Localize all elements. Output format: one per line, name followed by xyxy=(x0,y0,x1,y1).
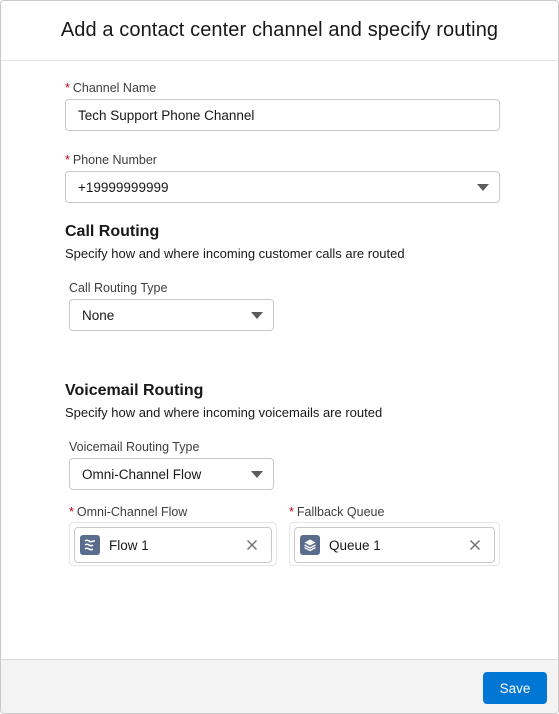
fallback-queue-lookup xyxy=(289,522,500,566)
channel-name-label xyxy=(65,81,156,95)
flow-icon xyxy=(80,535,100,555)
required-mark: * xyxy=(65,153,70,167)
phone-number-label-text: Phone Number xyxy=(72,153,157,167)
selected-flow-label: Flow 1 xyxy=(109,537,149,553)
call-routing-type-value: None xyxy=(82,307,115,323)
fallback-queue-label-text: Fallback Queue xyxy=(296,505,385,519)
omni-channel-flow-label xyxy=(69,505,187,519)
voicemail-routing-title: Voicemail Routing xyxy=(65,382,204,399)
channel-name-label-text: Channel Name xyxy=(72,81,157,95)
selected-queue-pill[interactable] xyxy=(294,527,495,563)
voicemail-routing-type-label: Voicemail Routing Type xyxy=(69,440,200,454)
selected-queue-label: Queue 1 xyxy=(329,537,381,553)
phone-number-select[interactable] xyxy=(65,171,500,203)
fallback-queue-label xyxy=(289,505,384,519)
queue-icon xyxy=(300,535,320,555)
close-icon[interactable] xyxy=(468,538,482,552)
channel-name-input[interactable] xyxy=(65,99,500,131)
required-mark: * xyxy=(289,505,294,519)
chevron-down-icon xyxy=(251,312,263,319)
call-routing-title: Call Routing xyxy=(65,223,160,240)
required-mark: * xyxy=(69,505,74,519)
modal-title: Add a contact center channel and specify routing xyxy=(60,19,499,41)
voicemail-routing-type-select[interactable] xyxy=(69,458,274,490)
required-mark: * xyxy=(65,81,70,95)
chevron-down-icon xyxy=(477,184,489,191)
voicemail-routing-type-value: Omni-Channel Flow xyxy=(82,466,202,482)
omni-channel-flow-label-text: Omni-Channel Flow xyxy=(76,505,188,519)
voicemail-routing-description: Specify how and where incoming voicemails are routed xyxy=(65,405,383,420)
close-icon[interactable] xyxy=(245,538,259,552)
save-button[interactable]: Save xyxy=(483,672,547,704)
chevron-down-icon xyxy=(251,471,263,478)
call-routing-type-label: Call Routing Type xyxy=(69,281,168,295)
omni-channel-flow-lookup xyxy=(69,522,277,566)
modal-header xyxy=(1,1,558,61)
selected-flow-pill[interactable] xyxy=(74,527,272,563)
phone-number-value: +19999999999 xyxy=(78,179,169,195)
modal-footer xyxy=(1,659,558,713)
phone-number-label xyxy=(65,153,157,167)
call-routing-description: Specify how and where incoming customer calls are routed xyxy=(65,246,405,261)
call-routing-type-select[interactable] xyxy=(69,299,274,331)
